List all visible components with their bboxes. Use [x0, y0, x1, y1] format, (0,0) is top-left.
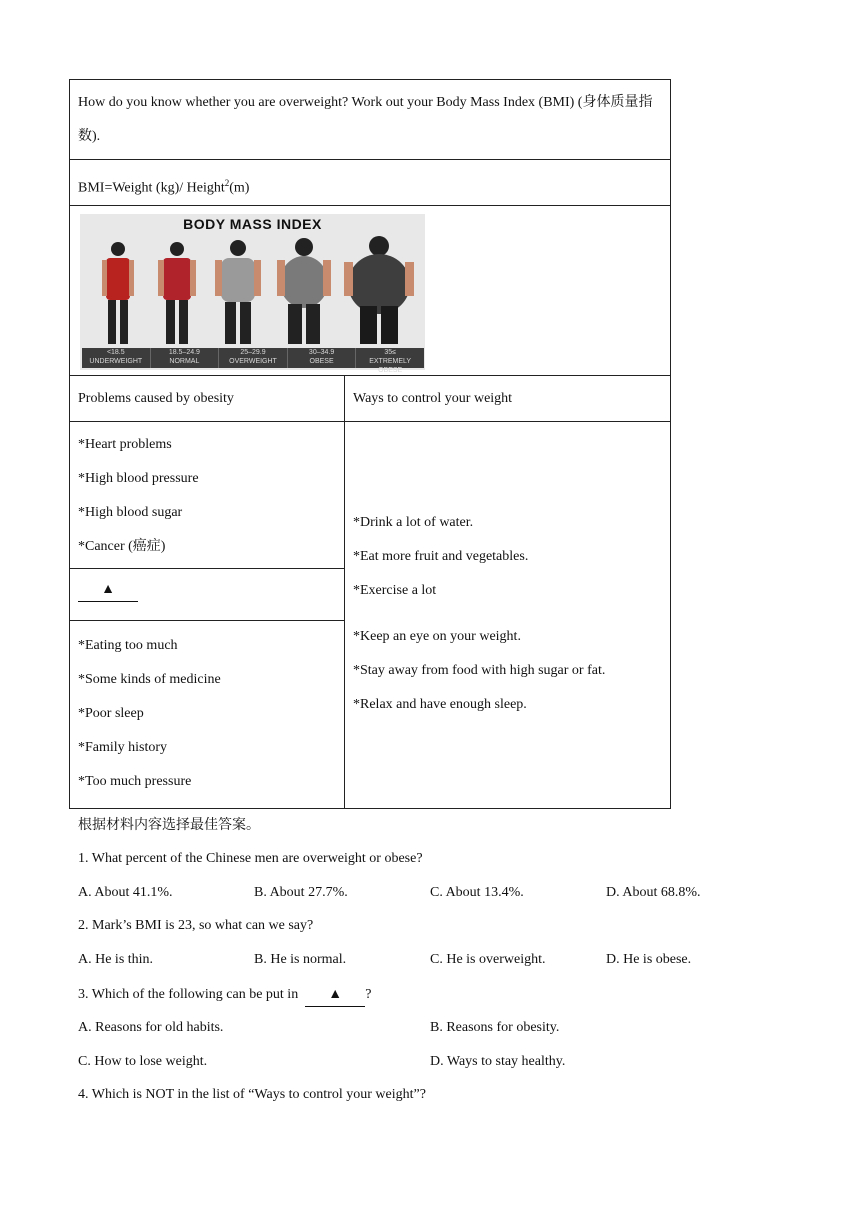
bmi-seg-extremely-obese: 35≤ EXTREMELY OBESE [369, 349, 412, 374]
figure-underweight [102, 242, 134, 344]
q1-option-b: B. About 27.7%. [254, 885, 348, 900]
q2-option-b: B. He is normal. [254, 952, 347, 967]
formula-prefix: BMI=Weight (kg)/ Height [78, 180, 225, 196]
bmi-seg-obese: 30–34.9 OBESE [288, 348, 357, 368]
bmi-figure-title: BODY MASS INDEX [183, 216, 322, 232]
figure-row [70, 206, 670, 376]
q3-blank-marker: ▲ [305, 984, 365, 1007]
q3-text: 3. Which of the following can be put in [78, 987, 299, 1002]
instruction: 根据材料内容选择最佳答案。 [78, 818, 260, 833]
q3-suffix: ? [365, 987, 372, 1002]
body-silhouettes [80, 214, 425, 348]
bmi-seg-normal: 18.5–24.9 NORMAL [151, 348, 220, 368]
problems-header: Problems caused by obesity [70, 376, 345, 421]
list-item: *Relax and have enough sleep. [353, 697, 527, 712]
list-item: *Eat more fruit and vegetables. [353, 549, 529, 564]
bmi-seg-underweight: <18.5 UNDERWEIGHT [82, 348, 151, 368]
bmi-category-bar [82, 348, 424, 374]
list-item: *Heart problems [78, 437, 172, 452]
list-item: *Some kinds of medicine [78, 672, 221, 687]
q3-option-b: B. Reasons for obesity. [430, 1020, 560, 1035]
blank-cell [70, 569, 344, 621]
question-2: 2. Mark’s BMI is 23, so what can we say? [78, 918, 314, 933]
list-item: *Exercise a lot [353, 583, 437, 598]
info-table [69, 79, 671, 809]
q3-option-a: A. Reasons for old habits. [78, 1020, 224, 1035]
question-3 [78, 984, 371, 1007]
question-1: 1. What percent of the Chinese men are overweight or obese? [78, 851, 423, 866]
formula-sup: 2 [224, 178, 230, 188]
list-item: *Eating too much [78, 638, 178, 653]
blank-marker: ▲ [78, 579, 138, 602]
list-item: *Too much pressure [78, 774, 192, 789]
list-item: *Family history [78, 740, 168, 755]
list-item: *Stay away from food with high sugar or fat. [353, 663, 606, 678]
q2-option-a: A. He is thin. [78, 952, 154, 967]
list-item: *Poor sleep [78, 706, 144, 721]
list-item: *High blood pressure [78, 471, 199, 486]
q1-option-d: D. About 68.8%. [606, 885, 701, 900]
formula-suffix: (m) [229, 180, 250, 196]
header-row [70, 376, 670, 422]
figure-normal [158, 242, 196, 344]
bmi-illustration [80, 214, 425, 374]
q1-option-c: C. About 13.4%. [430, 885, 524, 900]
formula-row [70, 160, 670, 206]
problems-column [70, 422, 345, 808]
figure-overweight [215, 240, 261, 344]
q3-option-c: C. How to lose weight. [78, 1054, 208, 1069]
list-item: *Keep an eye on your weight. [353, 629, 521, 644]
q2-option-c: C. He is overweight. [430, 952, 546, 967]
ways-list [345, 422, 670, 808]
figure-obese [277, 238, 331, 344]
list-item: *Cancer (癌症) [78, 539, 166, 554]
q2-option-d: D. He is obese. [606, 952, 692, 967]
intro-text: How do you know whether you are overweight? Work out your Body Mass Index (BMI) (身体质量指数). [78, 95, 653, 144]
list-item: *Drink a lot of water. [353, 515, 474, 530]
question-4: 4. Which is NOT in the list of “Ways to control your weight”? [78, 1087, 426, 1102]
q1-option-a: A. About 41.1%. [78, 885, 173, 900]
content-row [70, 422, 670, 808]
ways-header: Ways to control your weight [353, 391, 513, 406]
bmi-formula [70, 166, 670, 206]
intro-row [70, 80, 670, 160]
problems-list [70, 422, 344, 569]
list-item: *High blood sugar [78, 505, 183, 520]
q3-option-d: D. Ways to stay healthy. [430, 1054, 566, 1069]
bmi-seg-overweight: 25–29.9 OVERWEIGHT [219, 348, 288, 368]
causes-list [70, 621, 344, 808]
figure-extremely-obese [344, 236, 414, 344]
